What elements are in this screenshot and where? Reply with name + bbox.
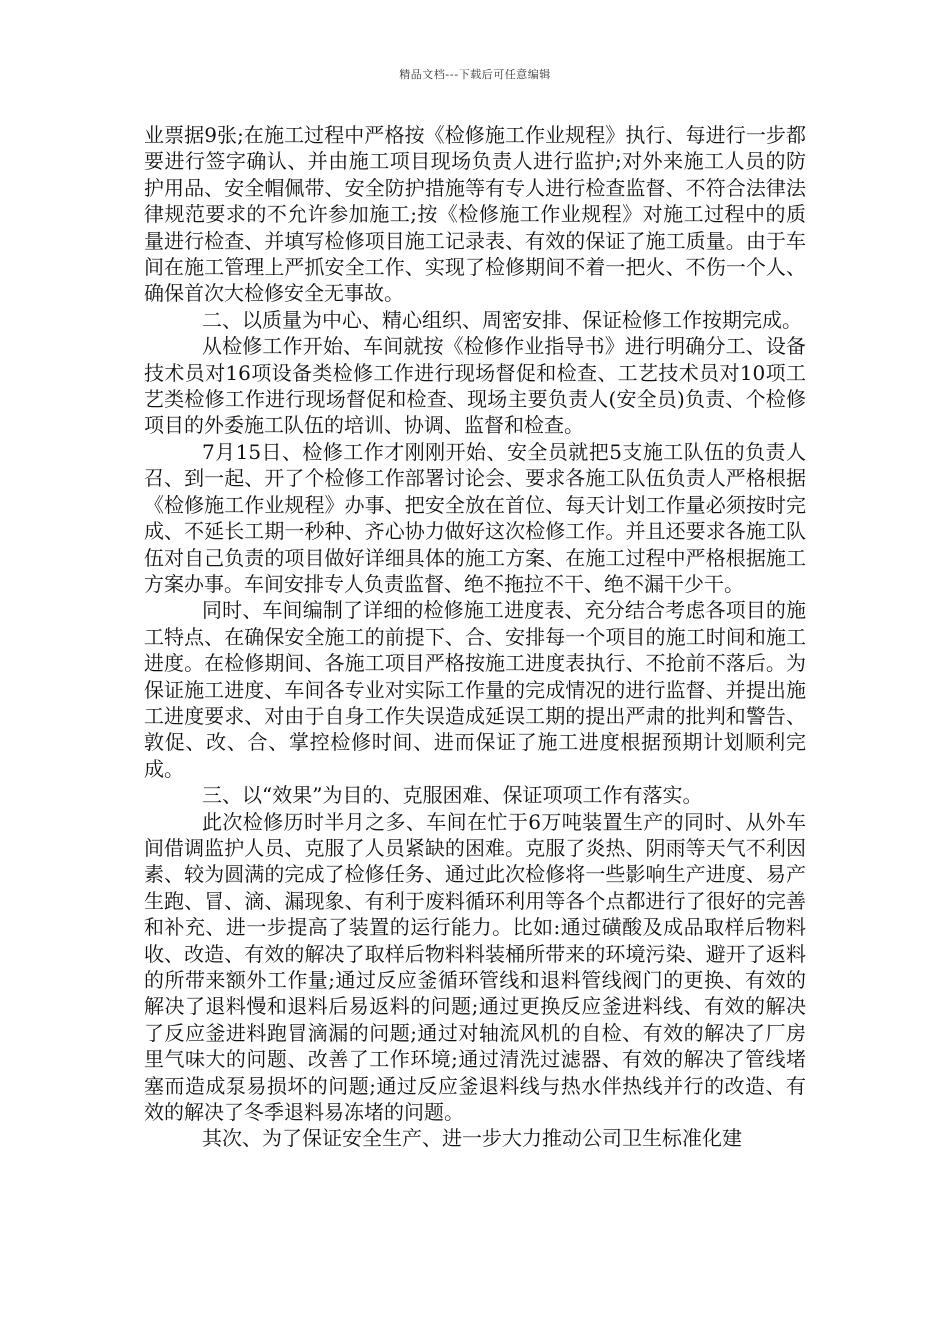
paragraph-results: 此次检修历时半月之多、车间在忙于6万吨装置生产的同时、从外车间借调监护人员、克服了人员紧缺的困难。克服了炎热、阴雨等天气不利因素、较为圆满的完成了检修任务、通过此次检修将一些影响生产进度、易产生跑、冒、滴、漏现象、有利于废料循环利用等各个点都进行了很好的完善和补充、进一步提高了装置的运行能力。比如:通过磺酸及成品取样后物料收、改造、有效的解决了取样后物料料装桶所带来的环境污染、避开了返料的所带来额外工作量;通过反应釜循环管线和退料管线阀门的更换、有效的解决了退料慢和退料后易返料的问题;通过更换反应釜进料线、有效的解决了反应釜进料跑冒滴漏的问题;通过对轴流风机的自检、有效的解决了厂房里气味大的问题、改善了工作环境;通过清洗过滤器、有效的解决了管线堵塞而造成泵易损坏的问题;通过反应釜退料线与热水伴热线并行的改造、有效的解决了冬季退料易冻堵的问题。 (144, 809, 806, 1125)
paragraph-section-two-heading: 二、以质量为中心、精心组织、周密安排、保证检修工作按期完成。 (202, 307, 802, 332)
paragraph-section-three-heading: 三、以“效果”为目的、克服困难、保证项项工作有落实。 (202, 783, 703, 808)
paragraph-july-meeting: 7月15日、检修工作才刚刚开始、安全员就把5支施工队伍的负责人召、到一起、开了个检修工作部署讨论会、要求各施工队伍负责人严格根据《检修施工作业规程》办事、把安全放在首位、每天计划工作量必须按时完成、不延长工期一秒种、齐心协力做好这次检修工作。并且还要求各施工队伍对自己负责的项目做好详细具体的施工方案、在施工过程中严格根据施工方案办事。车间安排专人负责监督、绝不拖拉不干、绝不漏干少干。 (144, 439, 806, 596)
page-header: 精品文档---下载后可任意编辑 (399, 68, 551, 81)
document-body (144, 122, 806, 1152)
paragraph-schedule: 同时、车间编制了详细的检修施工进度表、充分结合考虑各项目的施工特点、在确保安全施工的前提下、合、安排每一个项目的施工时间和施工进度。在检修期间、各施工项目严格按施工进度表执行、不抢前不落后。为保证施工进度、车间各专业对实际工作量的完成情况的进行监督、并提出施工进度要求、对由于自身工作失误造成延误工期的提出严肃的批判和警告、敦促、改、合、掌控检修时间、进而保证了施工进度根据预期计划顺利完成。 (144, 598, 806, 781)
paragraph-division-of-work: 从检修工作开始、车间就按《检修作业指导书》进行明确分工、设备技术员对16项设备类检修工作进行现场督促和检查、工艺技术员对10项工艺类检修工作进行现场督促和检查、现场主要负责人(安全员)负责、个检修项目的外委施工队伍的培训、协调、监督和检查。 (144, 334, 806, 438)
paragraph-secondly: 其次、为了保证安全生产、进一步大力推动公司卫生标准化建 (202, 1126, 742, 1151)
paragraph-safety-continuation: 业票据9张;在施工过程中严格按《检修施工作业规程》执行、每进行一步都要进行签字确认、并由施工项目现场负责人进行监护;对外来施工人员的防护用品、安全帽佩带、安全防护措施等有专人进行检查监督、不符合法律法律规范要求的不允许参加施工;按《检修施工作业规程》对施工过程中的质量进行检查、并填写检修项目施工记录表、有效的保证了施工质量。由于车间在施工管理上严抓安全工作、实现了检修期间不着一把火、不伤一个人、确保首次大检修安全无事故。 (144, 123, 806, 306)
